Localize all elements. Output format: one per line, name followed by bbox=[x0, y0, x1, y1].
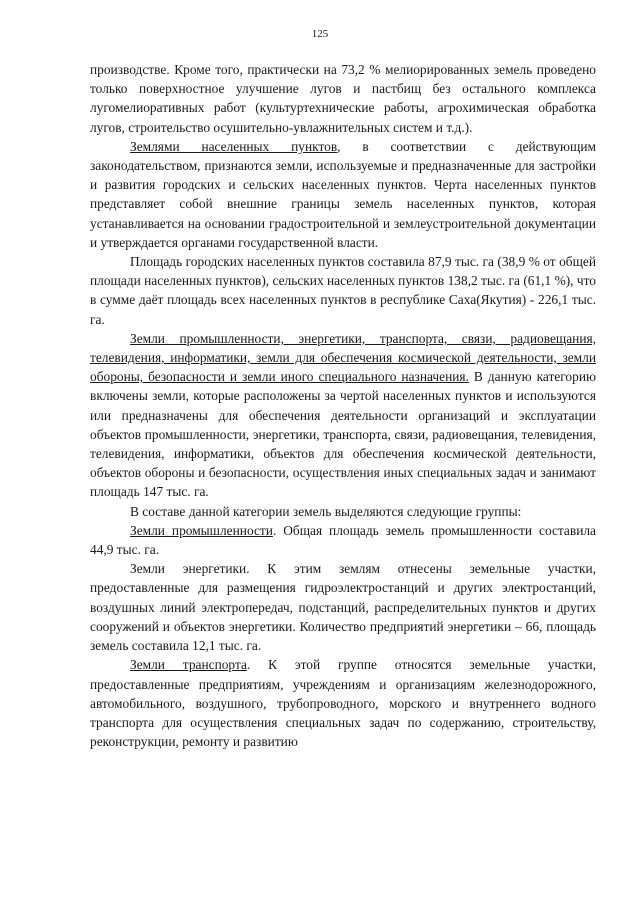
paragraph-reclamation bbox=[90, 60, 596, 137]
paragraph-groups-intro bbox=[90, 502, 596, 521]
paragraph-transport-lands bbox=[90, 655, 596, 751]
paragraph-text: В составе данной категории земель выделяются следующие группы: bbox=[130, 503, 522, 519]
term-industrial-category: Земли промышленности, энергетики, транспорта, связи, радиовещания, телевидения, информатики, земли для обеспечения космической деятельности, земли обороны, безопасности и земли иного специального назначения. bbox=[90, 330, 596, 385]
paragraph-text: , в соответствии с действующим законодательством, признаются земли, используемые и предназначенные для застройки и развития городских и сельских населенных пунктов. Черта населенных пунктов представляет собой внешние границы земель населенных пунктов, которая устанавливается на основании градостроительной и землеустроительной документации и утверждается органами государственной власти. bbox=[90, 138, 596, 250]
paragraph-settlement-area bbox=[90, 252, 596, 329]
paragraph-industry-lands bbox=[90, 521, 596, 559]
page-number: 125 bbox=[311, 28, 329, 40]
paragraph-text: Земли энергетики. К этим землям отнесены земельные участки, предоставленные для размещения гидроэлектростанций и других электростанций, воздушных линий электропередач, подстанций, распределительных пунктов и других сооружений и объектов энергетики. Количество предприятий энергетики – 66, площадь земель составила 12,1 тыс. га. bbox=[90, 561, 596, 654]
paragraph-text: Площадь городских населенных пунктов составила 87,9 тыс. га (38,9 % от общей площади населенных пунктов), сельских населенных пунктов 138,2 тыс. га (61,1 %), что в сумме даёт площадь всех населенных пунктов в республике Саха(Якутия) - 226,1 тыс. га. bbox=[90, 254, 596, 327]
term-settlement-lands: Землями населенных пунктов bbox=[130, 138, 338, 154]
paragraph-settlement-lands bbox=[90, 137, 596, 252]
paragraph-text: . К этой группе относятся земельные участки, предоставленные предприятиям, учреждениям и организациям железнодорожного, автомобильного, воздушного, трубопроводного, морского и внутреннего водного транспорта для осуществления специальных задач по содержанию, строительству, реконструкции, ремонту и развитию bbox=[90, 657, 596, 750]
paragraph-text: производстве. Кроме того, практически на 73,2 % мелиорированных земель проведено только поверхностное улучшение лугов и пастбищ без остального комплекса лугомелиоративных работ (культуртехнические работы, агрохимическая обработка лугов, строительство осушительно-увлажнительных систем и т.д.). bbox=[90, 62, 596, 135]
paragraph-energy-lands bbox=[90, 559, 596, 655]
paragraph-industrial-category bbox=[90, 329, 596, 502]
page-body bbox=[90, 60, 596, 751]
paragraph-text: . Общая площадь земель промышленности составила 44,9 тыс. га. bbox=[90, 522, 596, 558]
term-transport-lands: Земли транспорта bbox=[130, 657, 247, 673]
term-industry-lands: Земли промышленности bbox=[130, 522, 273, 538]
paragraph-text: В данную категорию включены земли, которые расположены за чертой населенных пунктов и используются или предназначены для обеспечения деятельности организаций и эксплуатации объектов промышленности, энергетики, транспорта, связи, радиовещания, телевидения, телевидения, информатики, объектов для обеспечения космической деятельности, объектов обороны и безопасности, осуществления иных специальных задач и занимают площадь 147 тыс. га. bbox=[90, 369, 596, 500]
